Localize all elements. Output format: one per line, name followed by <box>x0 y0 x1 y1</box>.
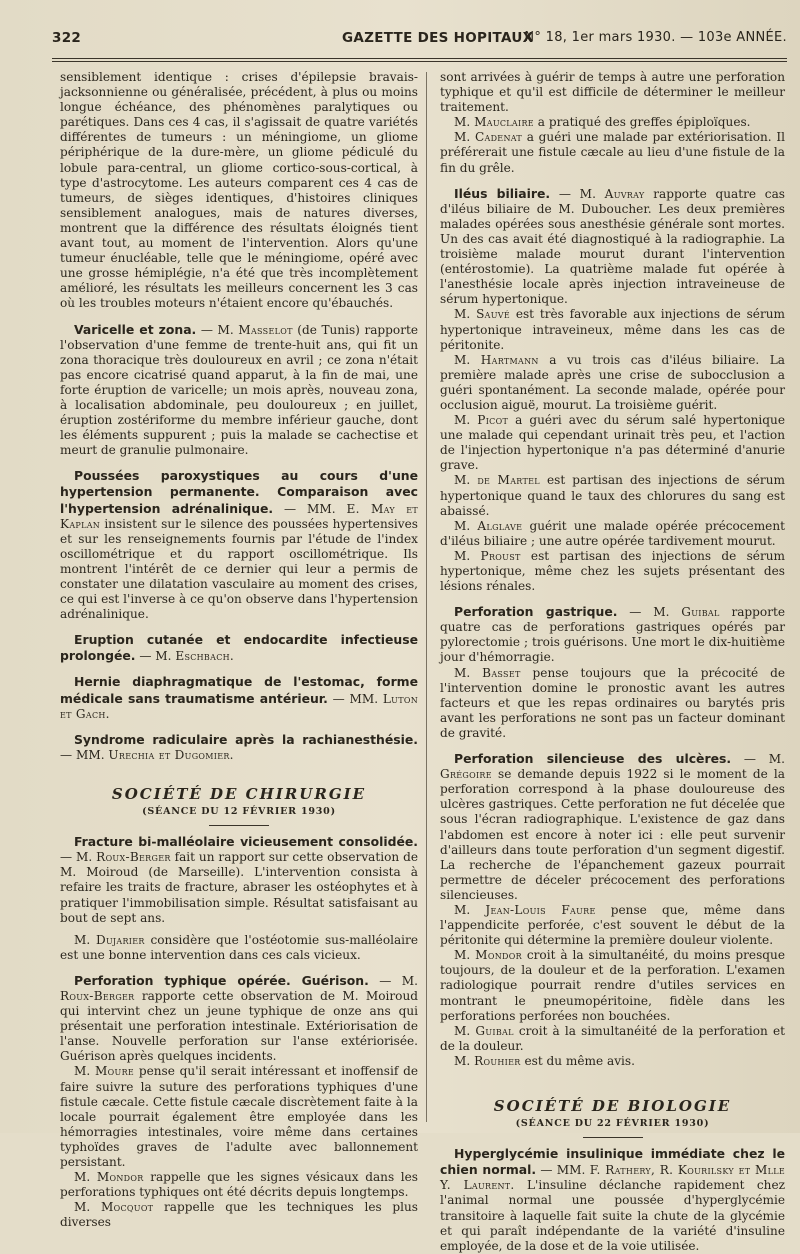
article-title: Fracture bi-malléolaire vicieusement consolidée. <box>74 834 418 850</box>
article-basset: M. Basset pense toujours que la précocité de l'intervention domine le pronostic avant les autres facteurs et que les repas ordinaires ou barytés pris avant les perforations ne sont pas un facteur dominant de gravité. <box>440 665 785 740</box>
article-guibal-2: M. Guibal croit à la simultanéité de la perforation et de la douleur. <box>440 1023 785 1053</box>
article-varicelle: Varicelle et zona. — M. Masselot (de Tunis) rapporte l'observation d'une femme de trente-huit ans, qui fit un zona thoracique très douloureux en avril ; ce zona n'était pas encore cicatrisé quand apparut, à la fin de mai, une forte éruption de varicelle; un mois après, nouveau zona, à localisation abdominale, peu douloureux ; en juillet, éruption zostériforme du membre inférieur gauche, dont les éléments suppurent ; puis la malade se cachectise et meurt de granulie pulmonaire. <box>60 321 418 458</box>
author-name: Jean-Louis Faure <box>485 902 596 917</box>
section-title: SOCIÉTÉ DE BIOLOGIE <box>493 1097 732 1115</box>
article-text: a pratiqué des greffes épiploïques. <box>537 115 751 130</box>
article-text: croit à la simultanéité de la perforation et de la douleur. <box>440 1023 785 1053</box>
article-title: Perforation gastrique. <box>454 604 618 620</box>
article-ileus: Iléus biliaire. — M. Auvray rapporte quatre cas d'iléus biliaire de M. Duboucher. Les deux premières malades opérées sous anesthésie générale sont mortes. Un des cas avait été diagnostiqué à la radiographie. La troisième malade mourut durant l'intervention (entérostomie). La quatrième malade fut opérée à l'anesthésie locale après injection intraveineuse de sérum hypertonique. <box>440 185 785 307</box>
article-text: pense que, même dans l'appendicite perforée, c'est souvent le début de la péritonite qui détermine la première douleur violente. <box>440 902 785 948</box>
article-text: est très favorable aux injections de sérum hypertonique intraveineux, même dans les cas de péritonite. <box>440 307 785 352</box>
article-mocquot: M. Mocquot rappelle que les techniques les plus diverses <box>60 1200 418 1230</box>
article-text: pense toujours que la précocité de l'intervention domine le pronostic avant les autres facteurs et que les repas ordinaires ou barytés pris avant les perforations ne sont pas un facteur dominant de gravité. <box>440 665 785 740</box>
page-header <box>52 30 787 52</box>
article-moure: M. Moure pense qu'il serait intéressant et inoffensif de faire suivre la suture des perforations typhiques d'une fistule cæcale. Cette fistule cæcale discrètement faite à la locale pourrait également être employée dans les hémorragies intestinales, voire même dans certaines typhoïdes graves de l'adulte avec ballonnement persistant. <box>60 1064 418 1169</box>
author-name: Luton et Gach. <box>60 691 418 721</box>
article-dujarier: M. Dujarier considère que l'ostéotomie sus-malléolaire est une bonne intervention dans ces cals vicieux. <box>60 932 418 962</box>
article-fracture: Fracture bi-malléolaire vicieusement consolidée. — M. Roux-Berger fait un rapport sur cette observation de M. Moiroud (de Marseille). L'intervention consista à refaire les traits de fracture, abraser les ostéophytes et à pratiquer l'immobilisation simple. Résultat satisfaisant au bout de sept ans. <box>60 834 418 925</box>
author-name: Mondor <box>96 1170 144 1185</box>
issue-info: N° 18, 1er mars 1930. — 103e ANNÉE. <box>524 30 787 45</box>
article-text: se demande depuis 1922 si le moment de la perforation correspond à la phase douloureuse des ulcères gastriques. Cette perforation ne fut décelée que sous l'écran radiographique. L'existence de gaz dans l'abdomen est encore à noter ici : elle peut survenir d'ailleurs dans toute perforation d'un segment digestif. La recherche de l'épanchement gazeux pourrait permettre de déceler précocement des perforations silencieuses. <box>440 767 785 902</box>
article-text: est du même avis. <box>524 1053 635 1068</box>
column-divider <box>426 72 427 1122</box>
author-name: Roux-Berger <box>96 850 171 865</box>
author-name: Hartmann <box>480 352 539 367</box>
article-text: fait un rapport sur cette observation de M. Moiroud (de Marseille). L'intervention consista à refaire les traits de fracture, abraser les ostéophytes et à pratiquer l'immobilisation simple. Résultat satisfaisant au bout de sept ans. <box>60 850 418 925</box>
author-name: Basset <box>482 665 521 680</box>
section-subtitle: (SÉANCE DU 22 FÉVRIER 1930) <box>515 1118 710 1130</box>
journal-title: GAZETTE DES HOPITAUX <box>342 30 534 46</box>
article-perforation-silencieuse: Perforation silencieuse des ulcères. — M. Grégoire se demande depuis 1922 si le moment de la perforation correspond à la phase douloureuse des ulcères gastriques. Cette perforation ne fut décelée que sous l'écran radiographique. L'existence de gaz dans l'abdomen est encore à noter ici : elle peut survenir d'ailleurs dans toute perforation d'un segment digestif. La recherche de l'épanchement gazeux pourrait permettre de déceler précocement des perforations silencieuses. <box>440 751 785 902</box>
article-title: Poussées paroxystiques au cours d'une hypertension permanente. Comparaison avec l'hypertension adrénalinique. <box>60 468 418 516</box>
article-proust: M. Proust est partisan des injections de sérum hypertonique, même chez les sujets présentant des lésions rénales. <box>440 548 785 594</box>
section-rule <box>209 825 269 826</box>
article-title: Varicelle et zona. <box>74 321 197 337</box>
article-perforation-typhique: Perforation typhique opérée. Guérison. — M. Roux-Berger rapporte cette observation de M. Moiroud qui intervint chez un jeune typhique de onze ans qui présentait une perforation intestinale. Extériorisation de l'anse. Nouvelle perforation sur l'anse extériorisée. Guérison après quelques incidents. <box>60 972 419 1064</box>
article-title: Hyperglycémie insulinique immédiate chez le chien normal. <box>440 1146 785 1178</box>
author-name: Auvray <box>604 186 645 201</box>
article-alglave: M. Alglave guérit une malade opérée précocement d'iléus biliaire ; une autre opérée tardivement mourut. <box>440 518 785 548</box>
article-eruption: Eruption cutanée et endocardite infectieuse prolongée. — M. Eschbach. <box>60 632 418 664</box>
paragraph-intro: sensiblement identique : crises d'épilepsie bravais-jacksonnienne ou généralisée, précédent, à plus ou moins longue échéance, des phénomènes paralytiques ou parétiques. Dans ces 4 cas, il s'agissait de quatre variétés différentes de tumeurs : un méningiome, un gliome périphérique de la dure-mère, un gliome pédiculé du lobule para-central, un gliome cortico-sous-cortical, à type d'astrocytome. Les auteurs comparent ces 4 cas de tumeurs, de sièges identiques, d'histoires cliniques sensiblement analogues, mais de natures diverses, montrent que la différence des résultats éloignés tient avant tout, au moment de l'intervention. Alors qu'une tumeur énucléable, telle que le méningiome, opéré avec une grosse hémiplégie, n'a été que très incomplètement amélioré, les résultats les meilleurs concernent les 3 cas où les troubles moteurs n'étaient encore qu'ébauchés. <box>60 70 418 311</box>
author-name: Proust <box>480 548 521 563</box>
article-picot: M. Picot a guéri avec du sérum salé hypertonique une malade qui cependant urinait très peu, et l'action de l'injection hypertonique n'a pas déterminé d'anurie grave. <box>440 413 785 473</box>
section-title: SOCIÉTÉ DE CHIRURGIE <box>111 784 367 803</box>
author-name: Urechia et Dugomier. <box>108 747 234 762</box>
author-name: Guibal <box>681 605 720 620</box>
article-text: insistent sur le silence des poussées hypertensives et sur les renseignements fournis par l'étude de l'index oscillométrique et du rapport oscillométrique. Ils montrent l'intérêt de ce dernier qui leur a permis de constater une dilatation vasculaire au moment des crises, ce qui est l'inverse à ce qu'on observe dans l'hypertension adrénalinique. <box>60 516 418 622</box>
left-column <box>60 70 418 1230</box>
article-text: rapporte quatre cas d'iléus biliaire de M. Duboucher. Les deux premières malades opérées sous anesthésie générale sont mortes. Un des cas avait été diagnostiqué à la radiographie. La troisième malade mourut durant l'intervention (entérostomie). La quatrième malade fut opérée à l'anesthésie locale après injection intraveineuse de sérum hypertonique. <box>440 186 785 307</box>
article-perforation-gastrique: Perforation gastrique. — M. Guibal rapporte quatre cas de perforations gastriques opérés par pylorectomie ; trois guérisons. Une mort le dix-huitième jour d'hémorragie. <box>440 604 785 665</box>
article-poussees: Poussées paroxystiques au cours d'une hypertension permanente. Comparaison avec l'hypertension adrénalinique. — MM. E. May et Kaplan insistent sur le silence des poussées hypertensives et sur les renseignements fournis par l'étude de l'index oscillométrique et du rapport oscillométrique. Ils montrent l'intérêt de ce dernier qui leur a permis de constater une dilatation vasculaire au moment des crises, ce qui est l'inverse à ce qu'on observe dans l'hypertension adrénalinique. <box>60 468 418 622</box>
page-number: 322 <box>52 30 82 46</box>
article-hyperglycemie: Hyperglycémie insulinique immédiate chez le chien normal. — MM. F. Rathery, R. Kourilsky et Mlle Y. Laurent. L'insuline déclanche rapidement chez l'animal normal une poussée d'hyperglycémie transitoire à laquelle fait suite la chute de la glycémie et qui paraît indépendante de la variété d'insuline employée, de la dose et de la voie utilisée. <box>440 1146 785 1253</box>
section-subtitle: (SÉANCE DU 12 FÉVRIER 1930) <box>142 806 336 818</box>
article-text: est partisan des injections de sérum hypertonique, même chez les sujets présentant des lésions rénales. <box>440 548 785 594</box>
author-name: Grégoire <box>440 767 492 782</box>
author-name: E. May et Kaplan <box>60 501 418 531</box>
article-martel: M. de Martel est partisan des injections de sérum hypertonique quand le taux des chlorures du sang est abaissé. <box>440 473 785 518</box>
paragraph-continued: sont arrivées à guérir de temps à autre une perforation typhique et qu'il est difficile de déterminer le meilleur traitement. <box>440 70 785 115</box>
article-hartmann: M. Hartmann a vu trois cas d'iléus biliaire. La première malade après une crise de subocclusion a guéri spontanément. La seconde malade, opérée pour occlusion aiguë, mourut. La troisième guérit. <box>440 352 785 412</box>
author-name: Mondor <box>475 948 522 963</box>
author-name: Sauvé <box>476 307 510 322</box>
article-text: croit à la simultanéité, du moins presque toujours, de la douleur et de la perforation. L'examen radiologique pourrait rendre d'utiles services en montrant le pneumopéritoine, fidèle dans les perforations perforées non bouchées. <box>440 948 785 1023</box>
article-text: guérit une malade opérée précocement d'iléus biliaire ; une autre opérée tardivement mourut. <box>440 518 785 548</box>
article-text: rapporte quatre cas de perforations gastriques opérés par pylorectomie ; trois guérisons. Une mort le dix-huitième jour d'hémorragie. <box>440 605 785 665</box>
author-name: Mauclaire <box>474 115 534 130</box>
author-name: Cadenat <box>474 130 523 145</box>
article-title: Perforation typhique opérée. Guérison. <box>74 972 369 988</box>
article-title: Iléus biliaire. <box>454 185 551 201</box>
article-title: Hernie diaphragmatique de l'estomac, forme médicale sans traumatisme antérieur. <box>60 674 418 706</box>
article-syndrome: Syndrome radiculaire après la rachianesthésie. — MM. Urechia et Dugomier. <box>60 731 418 762</box>
article-text: (de Tunis) rapporte l'observation d'une femme de trente-huit ans, qui fit un zona thoracique très douloureux en avril ; ce zona n'était pas encore cicatrisé quand apparut, à la fin de mai, une forte éruption de varicelle; un mois après, nouveau zona, à localisation abdominale, peu douloureux ; en juillet, éruption zostériforme du membre inférieur gauche, dont les éléments suppurent ; puis la malade se cachectise et meurt de granulie pulmonaire. <box>60 322 418 458</box>
article-title: Syndrome radiculaire après la rachianesthésie. <box>74 731 418 747</box>
article-text: rappelle que les signes vésicaux dans les perforations typhiques ont été décrits depuis longtemps. <box>60 1170 418 1200</box>
author-name: Rouhier <box>474 1053 521 1068</box>
article-sauve: M. Sauvé est très favorable aux injections de sérum hypertonique intraveineux, même dans les cas de péritonite. <box>440 307 785 352</box>
author-name: Mocquot <box>100 1200 154 1215</box>
author-name: Eschbach. <box>175 649 235 664</box>
article-hernie: Hernie diaphragmatique de l'estomac, forme médicale sans traumatisme antérieur. — MM. Luton et Gach. <box>60 674 418 721</box>
author-name: Roux-Berger <box>60 988 135 1003</box>
article-faure: M. Jean-Louis Faure pense que, même dans l'appendicite perforée, c'est souvent le début de la péritonite qui détermine la première douleur violente. <box>440 902 785 948</box>
author-name: Moure <box>95 1064 135 1079</box>
article-text: considère que l'ostéotomie sus-malléolaire est une bonne intervention dans ces cals vicieux. <box>60 932 418 962</box>
article-text: a vu trois cas d'iléus biliaire. La première malade après une crise de subocclusion a guéri spontanément. La seconde malade, opérée pour occlusion aiguë, mourut. La troisième guérit. <box>440 352 785 412</box>
author-name: Masselot <box>238 322 293 337</box>
header-rule-thin <box>52 61 787 62</box>
article-rouhier: M. Rouhier est du même avis. <box>454 1053 635 1068</box>
article-text: rappelle que les techniques les plus diverses <box>60 1200 418 1230</box>
author-name: Guibal <box>475 1023 514 1038</box>
author-name: F. Rathery, R. Kourilsky et Mlle Y. Laurent. <box>440 1163 785 1193</box>
article-text: a guéri une malade par extériorisation. Il préférerait une fistule cæcale au lieu d'une fistule de la fin du grêle. <box>440 130 785 175</box>
article-title: Perforation silencieuse des ulcères. <box>454 751 732 767</box>
author-name: Alglave <box>477 518 523 533</box>
article-text: L'insuline déclanche rapidement chez l'animal normal une poussée d'hyperglycémie transitoire à laquelle fait suite la chute de la glycémie et qui paraît indépendante de la variété d'insuline employée, de la dose et de la voie utilisée. <box>440 1178 785 1253</box>
article-cadenat: M. Cadenat a guéri une malade par extériorisation. Il préférerait une fistule cæcale au lieu d'une fistule de la fin du grêle. <box>440 130 785 175</box>
article-text: est partisan des injections de sérum hypertonique quand le taux des chlorures du sang est abaissé. <box>440 473 785 518</box>
article-mondor: M. Mondor rappelle que les signes vésicaux dans les perforations typhiques ont été décrits depuis longtemps. <box>60 1170 418 1200</box>
article-text: rapporte cette observation de M. Moiroud qui intervint chez un jeune typhique de onze ans qui présentait une perforation intestinale. Extériorisation de l'anse. Nouvelle perforation sur l'anse extériorisée. Guérison après quelques incidents. <box>60 988 418 1064</box>
article-mauclaire: M. Mauclaire a pratiqué des greffes épiploïques. <box>454 115 751 130</box>
article-mondor-2: M. Mondor croit à la simultanéité, du moins presque toujours, de la douleur et de la perforation. L'examen radiologique pourrait rendre d'utiles services en montrant le pneumopéritoine, fidèle dans les perforations perforées non bouchées. <box>440 948 785 1023</box>
section-rule <box>583 1137 643 1138</box>
article-text: pense qu'il serait intéressant et inoffensif de faire suivre la suture des perforations typhiques d'une fistule cæcale. Cette fistule cæcale discrètement faite à la locale pourrait également être employée dans les hémorragies intestinales, voire même dans certaines typhoïdes graves de l'adulte avec ballonnement persistant. <box>60 1064 418 1169</box>
author-name: Dujarier <box>96 932 145 947</box>
header-rule <box>52 58 787 59</box>
article-text: a guéri avec du sérum salé hypertonique une malade qui cependant urinait très peu, et l'action de l'injection hypertonique n'a pas déterminé d'anurie grave. <box>440 413 785 473</box>
author-name: Picot <box>477 413 509 428</box>
article-title: Eruption cutanée et endocardite infectieuse prolongée. <box>60 632 418 664</box>
right-column <box>440 70 785 1254</box>
author-name: de Martel <box>477 473 540 488</box>
